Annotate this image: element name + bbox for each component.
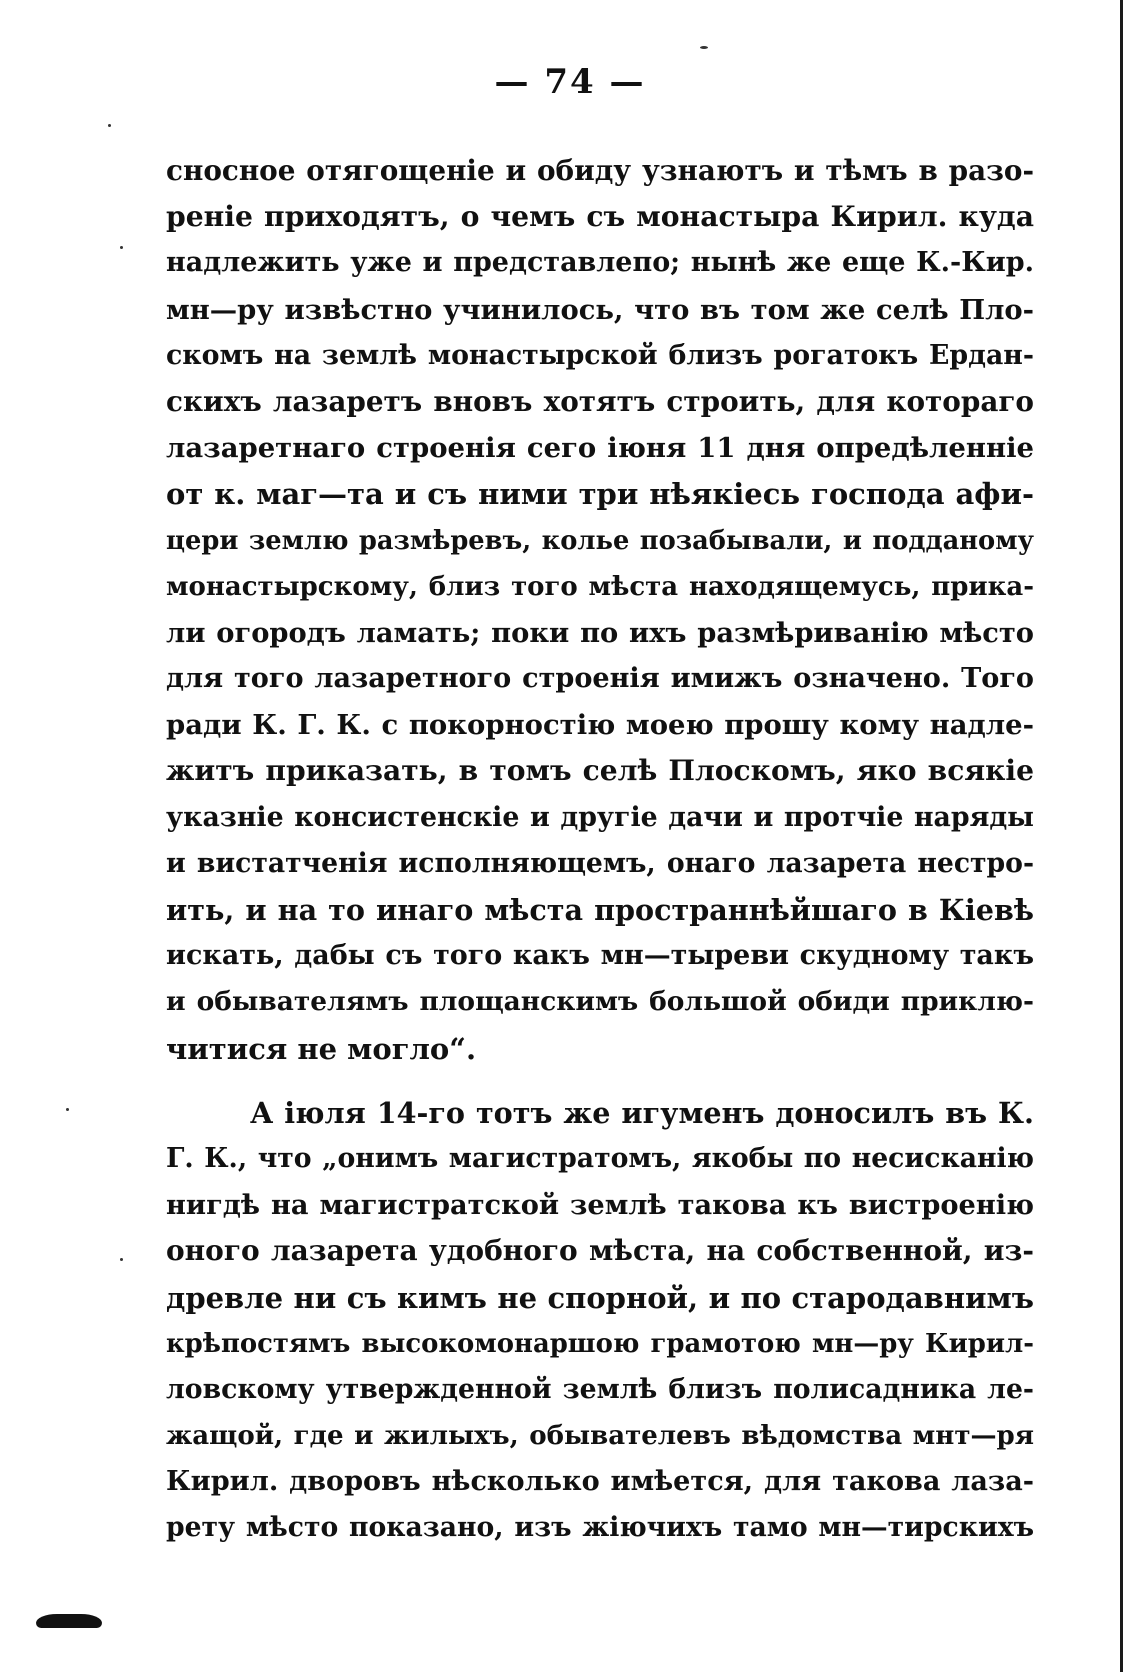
text-line: сносное отягощеніе и обиду узнаютъ и тѣмъ в разо- [166,154,1034,187]
text-line: читися не могло“. [166,1031,477,1066]
paragraph [166,1090,1034,1552]
text-line: скихъ лазаретъ вновъ хотятъ строить, для котораго [166,384,1034,418]
text-line: надлежить уже и представлепо; нынѣ же еще К.-Кир. [166,247,1034,279]
text-line: ли огородъ ламать; поки по ихъ размѣриванію мѣсто [166,616,1034,649]
text-line: крѣпостямъ высокомонаршою грамотою мн—ру Кирил- [166,1328,1034,1359]
text-line: от к. маг—та и съ ними три нѣякіесь господа афи- [166,477,1034,512]
text-line: цери землю размѣревъ, колье позабывали, и подданому [166,525,1034,556]
text-line: Кирил. дворовъ нѣсколько имѣется, для такова лаза- [166,1466,1034,1498]
text-line: древле ни съ кимъ не спорной, и по стародавнимъ [166,1280,1034,1315]
text-line: рету мѣсто показано, изъ жіючихъ тамо мн—тирскихъ [166,1512,1034,1544]
text-line: реніе приходятъ, о чемъ съ монастыра Кирил. куда [166,200,1034,234]
text-line: ловскому утвержденной землѣ близъ полисадника ле- [166,1373,1034,1405]
text-line: ить, и на то инаго мѣста пространнѣйшаго в Кіевѣ [166,893,1034,927]
scan-speck [108,124,111,127]
text-line: оного лазарета удобного мѣста, на собственной, из- [166,1234,1034,1268]
text-line: Г. К., что „онимъ магистратомъ, якобы по несисканію [166,1142,1034,1174]
page-number: — 74 — [494,62,646,102]
text-line: для того лазаретного строенія имижъ означено. Того [166,663,1034,695]
text-line: нигдѣ на магистратской землѣ такова къ вистроенію [166,1189,1034,1222]
text-line: искать, дабы съ того какъ мн—тыреви скудному такъ [166,940,1034,972]
scan-speck [66,1108,69,1111]
text-line: и обывателямъ площанскимъ большой обиди приклю- [166,986,1034,1018]
text-line: ради К. Г. К. с покорностію моею прошу кому надле- [166,709,1034,742]
text-line: скомъ на землѣ монастырской близъ рогатокъ Ердан- [166,339,1034,371]
paragraph [166,148,1034,1072]
scan-artifact-mark [36,1614,102,1628]
text-line: монастырскому, близ того мѣста находящемусь, прика- [166,571,1034,602]
scan-speck [120,246,123,249]
text-line: мн—ру извѣстно учинилось, что въ том же селѣ Пло- [166,293,1034,326]
text-line: А іюля 14-го тотъ же игуменъ доносилъ въ К. [250,1095,1034,1130]
text-line: жащой, где и жилыхъ, обывателевъ вѣдомства мнт—ря [166,1421,1034,1452]
text-line: лазаретнаго строенія сего іюня 11 дня опредѣленніе [166,432,1034,465]
text-line: указніе консистенскіе и другіе дачи и протчіе наряды [166,801,1034,833]
paragraph-gap [166,1072,1034,1090]
scan-speck [700,46,708,49]
text-line: и вистатченія исполняющемъ, онаго лазарета нестро- [166,847,1034,879]
body-text [166,148,1034,1552]
scan-speck [120,1258,123,1261]
page-edge-line [1120,0,1123,1672]
text-line: житъ приказать, в томъ селѣ Плоскомъ, яко всякіе [166,754,1034,788]
